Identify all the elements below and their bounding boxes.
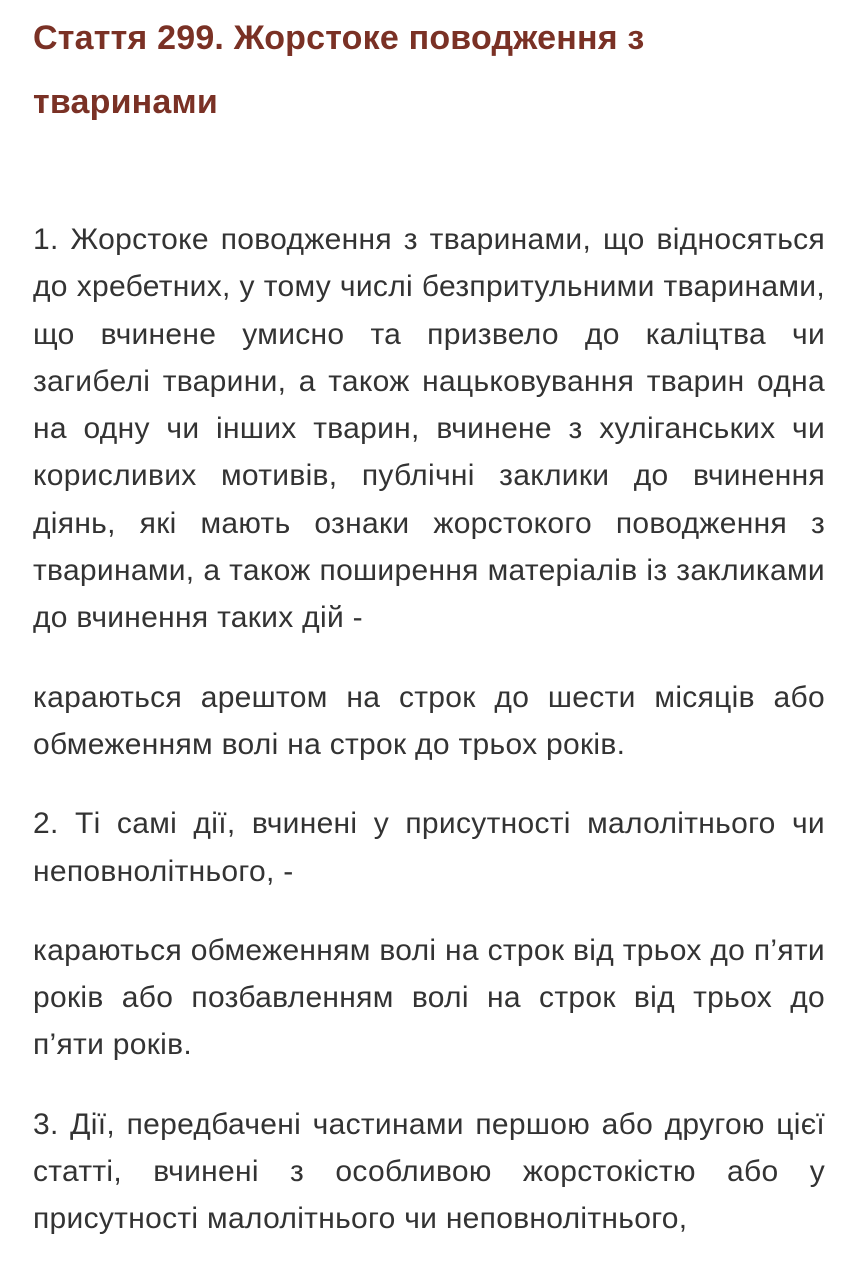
- paragraph-penalty-1: караються арештом на строк до шести місяців або обмеженням волі на строк до трьох років.: [33, 680, 825, 761]
- paragraph-part-3: 3. Дії, передбачені частинами першою або другою цієї статті, вчинені з особливою жорстокістю або у присутності малолітнього чи неповнолітнього,: [33, 1107, 825, 1236]
- article-title: Стаття 299. Жорстоке поводження з тваринами: [33, 19, 645, 121]
- article-content: [33, 0, 825, 1243]
- article-body: [33, 216, 825, 1243]
- paragraph-part-2: 2. Ті самі дії, вчинені у присутності малолітнього чи неповнолітнього, -: [33, 807, 825, 888]
- paragraph-part-1: 1. Жорстоке поводження з тваринами, що відносяться до хребетних, у тому числі безпритульними тваринами, що вчинене умисно та призвело до каліцтва чи загибелі тварини, а також нацьковування тварин одна на одну чи інших тварин, вчинене з хуліганських чи корисливих мотивів, публічні заклики до вчинення діянь, які мають ознаки жорстокого поводження з тваринами, а також поширення матеріалів із закликами до вчинення таких дій -: [33, 223, 825, 635]
- paragraph-penalty-2: караються обмеженням волі на строк від трьох до п’яти років або позбавленням волі на строк від трьох до п’яти років.: [33, 933, 825, 1062]
